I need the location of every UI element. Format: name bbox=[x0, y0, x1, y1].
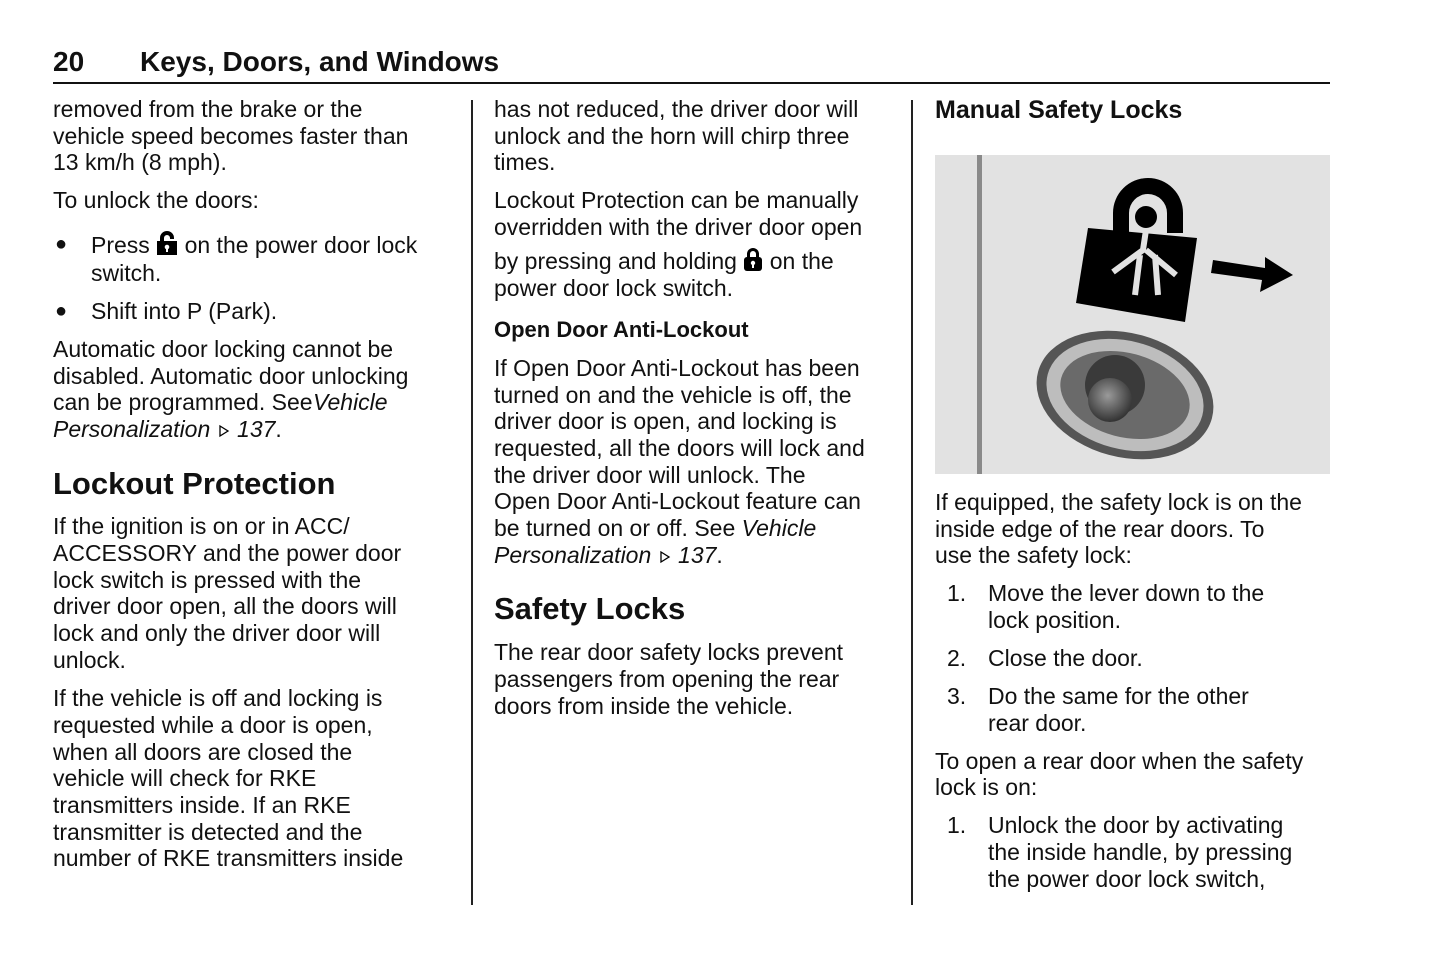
text-line: the inside handle, by pressing bbox=[988, 839, 1293, 865]
text-line: unlock. bbox=[53, 647, 126, 673]
text-line: inside edge of the rear doors. To bbox=[935, 516, 1265, 542]
lock-icon bbox=[743, 248, 763, 274]
text-line: overridden with the driver door open bbox=[494, 214, 863, 240]
text-line: driver door open, all the doors will bbox=[53, 593, 397, 619]
text-line: Unlock the door by activating bbox=[988, 812, 1284, 838]
text-line: switch. bbox=[91, 260, 162, 286]
column-divider bbox=[471, 100, 473, 905]
text-line: transmitters inside. If an RKE bbox=[53, 792, 351, 818]
text-line: can be programmed. See bbox=[53, 389, 313, 415]
text-line: Shift into P (Park). bbox=[91, 298, 278, 324]
list-number: 3. bbox=[947, 683, 967, 709]
text-line: Move the lever down to the bbox=[988, 580, 1265, 606]
column-divider bbox=[911, 100, 913, 905]
text-line: unlock and the horn will chirp three bbox=[494, 123, 850, 149]
text-line: If equipped, the safety lock is on the bbox=[935, 489, 1302, 515]
text-line: Open Door Anti-Lockout feature can bbox=[494, 488, 861, 514]
text-line: turned on and the vehicle is off, the bbox=[494, 382, 852, 408]
text-line: transmitter is detected and the bbox=[53, 819, 363, 845]
section-heading: Safety Locks bbox=[494, 591, 686, 626]
text-line: Close the door. bbox=[988, 645, 1143, 671]
text-line: Automatic door locking cannot be bbox=[53, 336, 394, 362]
text-line: vehicle speed becomes faster than bbox=[53, 123, 409, 149]
text-line: ACCESSORY and the power door bbox=[53, 540, 402, 566]
section-heading: Manual Safety Locks bbox=[935, 96, 1183, 124]
text-line: the driver door will unlock. The bbox=[494, 462, 806, 488]
cross-reference-link[interactable]: Vehicle bbox=[313, 389, 388, 415]
safety-lock-illustration bbox=[935, 155, 1330, 474]
text-line: power door lock switch. bbox=[494, 275, 734, 301]
cross-reference-link[interactable]: Personalization bbox=[53, 416, 217, 442]
header-rule bbox=[53, 82, 1330, 84]
arrow-right-icon bbox=[1211, 257, 1293, 292]
text-span: . bbox=[275, 416, 282, 442]
text-line: The rear door safety locks prevent bbox=[494, 639, 843, 665]
text-span: on the bbox=[763, 248, 834, 274]
text-line bbox=[494, 247, 834, 274]
list-number: 1. bbox=[947, 812, 967, 838]
text-span: on the power door lock bbox=[178, 232, 418, 258]
text-line: 13 km/h (8 mph). bbox=[53, 149, 227, 175]
text-line bbox=[91, 231, 417, 258]
text-line bbox=[494, 515, 816, 541]
section-heading: Open Door Anti-Lockout bbox=[494, 317, 749, 342]
page-number: 20 bbox=[53, 46, 85, 77]
bullet-icon: ● bbox=[55, 233, 68, 255]
text-span: . bbox=[716, 542, 723, 568]
page-title: Keys, Doors, and Windows bbox=[140, 46, 500, 77]
text-line: times. bbox=[494, 149, 556, 175]
text-line: requested, all the doors will lock and bbox=[494, 435, 865, 461]
text-line: driver door is open, and locking is bbox=[494, 408, 837, 434]
text-span: be turned on or off. See bbox=[494, 515, 742, 541]
text-line: removed from the brake or the bbox=[53, 96, 363, 122]
text-line: requested while a door is open, bbox=[53, 712, 373, 738]
cross-reference-link[interactable]: 137 bbox=[671, 542, 717, 568]
text-line: number of RKE transmitters inside bbox=[53, 845, 404, 871]
list-number: 1. bbox=[947, 580, 967, 606]
list-number: 2. bbox=[947, 645, 967, 671]
text-line bbox=[53, 416, 282, 442]
ref-arrow-icon bbox=[658, 542, 672, 568]
text-line: Lockout Protection can be manually bbox=[494, 187, 859, 213]
cross-reference-link[interactable]: 137 bbox=[230, 416, 276, 442]
child-lock-icon bbox=[1076, 178, 1197, 322]
text-line: To unlock the doors: bbox=[53, 187, 259, 213]
cross-reference-link[interactable]: Vehicle bbox=[741, 515, 817, 541]
ref-arrow-icon bbox=[217, 416, 231, 442]
text-line: If the ignition is on or in ACC/ bbox=[53, 513, 350, 539]
text-line: lock and only the driver door will bbox=[53, 620, 381, 646]
text-line: passengers from opening the rear bbox=[494, 666, 840, 692]
text-line: lock switch is pressed with the bbox=[53, 567, 362, 593]
text-line bbox=[494, 542, 723, 568]
text-line: doors from inside the vehicle. bbox=[494, 693, 794, 719]
section-heading: Lockout Protection bbox=[53, 466, 336, 501]
text-line: lock is on: bbox=[935, 774, 1038, 800]
text-line: lock position. bbox=[988, 607, 1121, 633]
bullet-icon: ● bbox=[55, 300, 68, 322]
text-span: by pressing and holding bbox=[494, 248, 744, 274]
text-line: vehicle will check for RKE bbox=[53, 765, 317, 791]
cross-reference-link[interactable]: Personalization bbox=[494, 542, 658, 568]
text-line: the power door lock switch, bbox=[988, 866, 1266, 892]
text-span: Press bbox=[91, 232, 157, 258]
text-line: disabled. Automatic door unlocking bbox=[53, 363, 409, 389]
text-line: To open a rear door when the safety bbox=[935, 748, 1304, 774]
text-line: rear door. bbox=[988, 710, 1087, 736]
text-line: has not reduced, the driver door will bbox=[494, 96, 859, 122]
text-line: Do the same for the other bbox=[988, 683, 1249, 709]
unlock-icon bbox=[156, 232, 178, 258]
text-line: If the vehicle is off and locking is bbox=[53, 685, 383, 711]
text-line: use the safety lock: bbox=[935, 542, 1132, 568]
text-line: If Open Door Anti-Lockout has been bbox=[494, 355, 860, 381]
text-line bbox=[313, 389, 388, 415]
text-line: when all doors are closed the bbox=[53, 739, 353, 765]
